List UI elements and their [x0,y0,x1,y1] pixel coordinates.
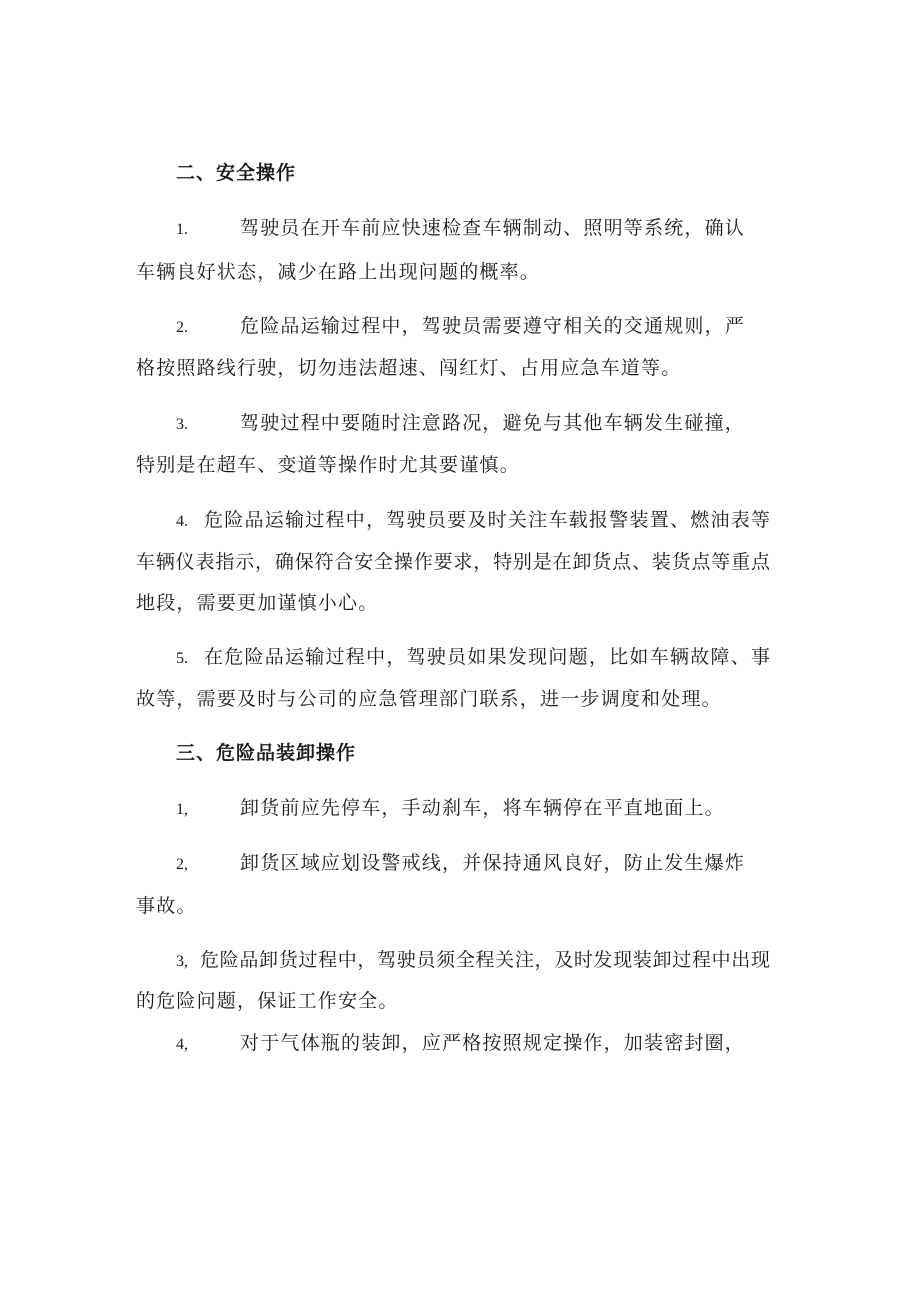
item-text-line: 驾驶过程中要随时注意路况，避免与其他车辆发生碰撞， [240,412,746,434]
item-number: 4. [176,513,188,530]
item-text-line: 驾驶员在开车前应快速检查车辆制动、照明等系统，确认 [240,217,746,239]
item-number: 2, [176,856,188,873]
item-text-line: 特别是在超车、变道等操作时尤其要谨慎。 [136,454,520,476]
item-text-line: 地段，需要更加谨慎小心。 [136,592,379,614]
item-text-line: 卸货前应先停车，手动刹车，将车辆停在平直地面上。 [240,797,725,819]
item-number: 4, [176,1036,188,1053]
item-number: 3, [176,953,188,970]
item-text-line: 事故。 [136,895,197,917]
item-number: 2. [176,319,188,336]
item-text-line: 卸货区域应划设警戒线，并保持通风良好，防止发生爆炸 [240,852,746,874]
item-number: 5. [176,650,188,667]
item-text-line: 格按照路线行驶，切勿违法超速、闯红灯、占用应急车道等。 [136,357,682,379]
item-number: 3. [176,416,188,433]
item-text-line: 车辆良好状态，减少在路上出现问题的概率。 [136,261,541,283]
item-text-line: 的危险问题，保证工作安全。 [136,990,399,1012]
item-text-line: 危险品运输过程中，驾驶员要及时关注车载报警装置、燃油表等 [204,509,770,531]
item-text-line: 车辆仪表指示，确保符合安全操作要求，特别是在卸货点、装货点等重点 [136,551,770,573]
section-heading-loading: 三、危险品装卸操作 [176,742,357,764]
item-text-line: 故等，需要及时与公司的应急管理部门联系，进一步调度和处理。 [136,688,722,710]
item-text-line: 在危险品运输过程中，驾驶员如果发现问题，比如车辆故障、事 [204,646,770,668]
item-text-line: 危险品卸货过程中，驾驶员须全程关注，及时发现装卸过程中出现 [200,949,770,971]
section-heading-safety: 二、安全操作 [176,162,297,184]
item-text-line: 危险品运输过程中，驾驶员需要遵守相关的交通规则，严 [240,315,746,337]
item-text-line: 对于气体瓶的装卸，应严格按照规定操作，加装密封圈， [240,1032,746,1054]
item-number: 1. [176,221,188,238]
item-number: 1, [176,801,188,818]
